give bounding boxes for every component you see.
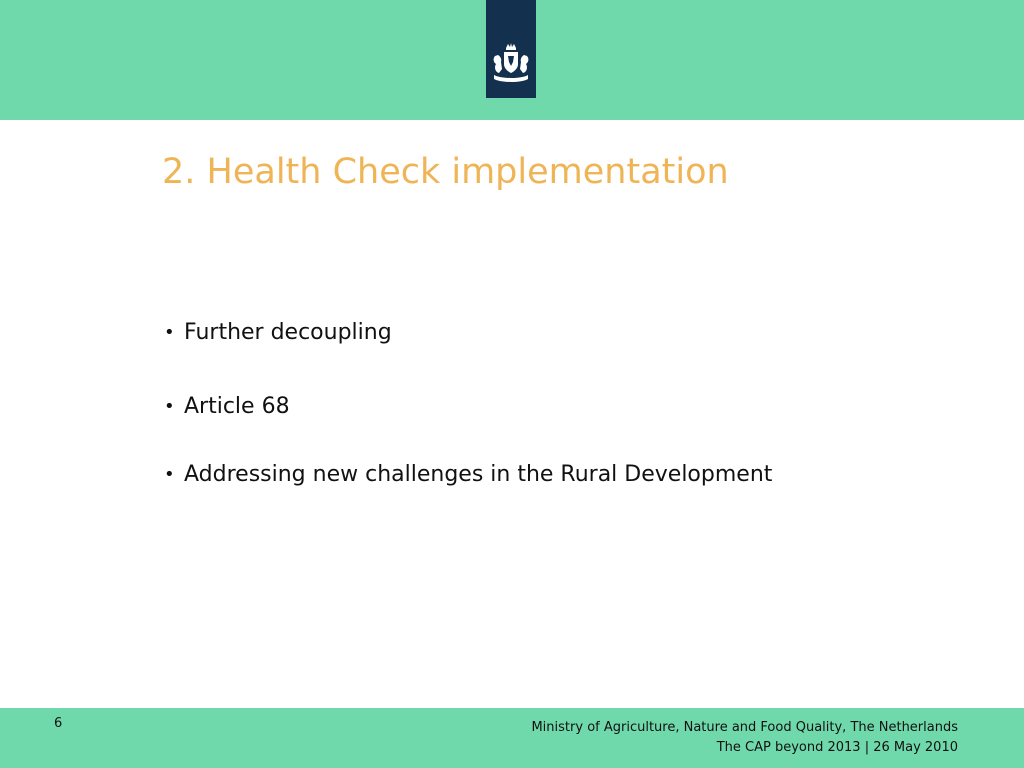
slide-title: 2. Health Check implementation: [162, 152, 729, 192]
page-number: 6: [54, 716, 63, 731]
footer-event: The CAP beyond 2013 | 26 May 2010: [716, 740, 958, 755]
bullet-text: Article 68: [184, 394, 290, 419]
bullet-text: Further decoupling: [184, 320, 392, 345]
bullet-icon: •: [164, 396, 175, 417]
list-item: [164, 392, 290, 422]
bullet-icon: •: [164, 322, 175, 343]
footer-organization: Ministry of Agriculture, Nature and Food Quality, The Netherlands: [531, 720, 958, 735]
logo-tab: [486, 0, 536, 98]
list-item: [164, 318, 392, 348]
footer-text: [531, 718, 958, 758]
coat-of-arms-icon: [489, 42, 533, 86]
bullet-text: Addressing new challenges in the Rural Development: [184, 462, 773, 487]
bullet-icon: •: [164, 464, 175, 485]
list-item: [164, 460, 772, 490]
